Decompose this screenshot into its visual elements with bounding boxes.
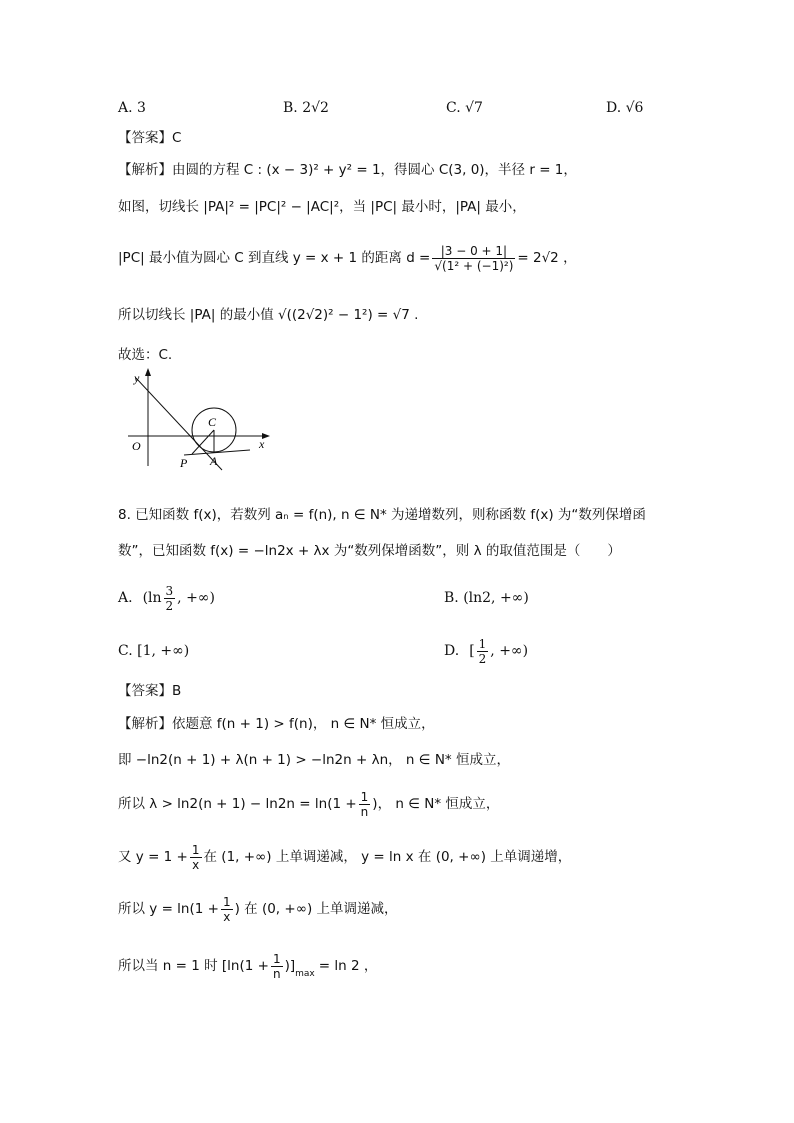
q8-line3-pre: 所以 λ > ln2(n + 1) − ln2n = ln(1 + — [118, 796, 357, 812]
q8-option-b: B. (ln2, +∞) — [444, 590, 529, 606]
q7-analysis-line2: 如图，切线长 |PA|² = |PC|² − |AC|²，当 |PC| 最小时，|PA| 最小， — [118, 199, 526, 215]
q8-line5-fraction — [221, 895, 233, 924]
q8-option-d-num: 1 — [478, 636, 487, 651]
q8-line6-fraction — [271, 952, 283, 981]
q8-answer: 【答案】B — [118, 683, 182, 699]
q8-option-a-post: , +∞) — [177, 590, 215, 606]
q7-fraction-numerator: |3 − 0 + 1| — [440, 243, 508, 258]
q7-fraction-denominator: √(1² + (−1)²) — [434, 258, 514, 273]
q8-stem-line1: 8. 已知函数 f(x)，若数列 aₙ = f(n), n ∈ N* 为递增数列，则称函数 f(x) 为“数列保增函 — [118, 507, 646, 523]
label-y: y — [134, 371, 140, 385]
q8-line5-num: 1 — [222, 894, 231, 909]
q8-line5-den: x — [221, 909, 233, 924]
q8-option-d-den: 2 — [478, 651, 487, 666]
q8-line6-den: n — [271, 966, 283, 981]
q8-analysis-line4 — [118, 836, 571, 878]
q8-analysis-line6 — [118, 944, 377, 988]
y-axis-arrow — [145, 368, 151, 376]
q7-analysis-line1: 【解析】由圆的方程 C : (x − 3)² + y² = 1，得圆心 C(3, 0)，半径 r = 1， — [118, 162, 577, 178]
q8-option-d-post: , +∞) — [490, 643, 529, 659]
q8-stem-line2: 数”，已知函数 f(x) = −ln2x + λx 为“数列保增函数”，则 λ 的取值范围是（ ） — [118, 543, 621, 559]
q8-option-d-fraction — [477, 637, 489, 666]
q8-line5-pre: 所以 y = ln(1 + — [118, 901, 219, 917]
q7-option-c: C. √7 — [446, 100, 483, 116]
q8-line6-end: = ln 2 ， — [318, 958, 378, 974]
q8-analysis-line2: 即 −ln2(n + 1) + λ(n + 1) > −ln2n + λn， n ∈ N* 恒成立， — [118, 752, 510, 768]
q8-option-a — [118, 578, 215, 618]
q7-distance-fraction — [432, 244, 515, 273]
q8-option-a-label: A. — [118, 590, 133, 606]
q8-line5-post: ) 在 (0, +∞) 上单调递减， — [234, 901, 398, 917]
q7-answer: 【答案】C — [118, 130, 182, 146]
q7-line3-post: = 2√2 ， — [517, 250, 577, 266]
q8-line6-post: )] — [284, 958, 296, 974]
label-o: O — [132, 439, 141, 453]
q8-option-d-label: D. — [444, 643, 460, 659]
geometry-figure — [118, 366, 288, 476]
q7-analysis-line3 — [118, 236, 577, 280]
q8-line4-fraction — [190, 843, 202, 872]
q8-line6-pre: 所以当 n = 1 时 [ln(1 + — [118, 958, 269, 974]
q8-analysis-line3 — [118, 783, 499, 825]
q8-line4-pre: 又 y = 1 + — [118, 849, 188, 865]
label-c: C — [208, 415, 217, 429]
q7-analysis-line5: 故选：C. — [118, 347, 173, 363]
q8-option-c: C. [1, +∞) — [118, 643, 190, 659]
q8-option-d: D. [ $\frac{1}{2}$ , +∞) — [444, 636, 529, 666]
q7-option-b: B. 2√2 — [283, 100, 329, 116]
q7-line3-pre: |PC| 最小值为圆心 C 到直线 y = x + 1 的距离 d = — [118, 250, 431, 266]
q7-option-a: A. 3 — [118, 100, 146, 116]
label-p: P — [180, 456, 188, 470]
q8-analysis-line1: 【解析】依题意 f(n + 1) > f(n)， n ∈ N* 恒成立， — [118, 716, 435, 732]
q8-line6-num: 1 — [272, 951, 281, 966]
q8-line6-sub: max — [295, 969, 315, 979]
q8-line4-post: 在 (1, +∞) 上单调递减， y = ln x 在 (0, +∞) 上单调递增， — [203, 849, 572, 865]
q7-analysis-line4: 所以切线长 |PA| 的最小值 √((2√2)² − 1²) = √7 . — [118, 307, 419, 323]
q8-option-a-num: 3 — [165, 583, 174, 598]
q8-line3-fraction — [359, 790, 371, 819]
q8-line4-den: x — [190, 857, 202, 872]
q8-line3-post: )， n ∈ N* 恒成立， — [372, 796, 500, 812]
label-x: x — [259, 437, 265, 451]
label-a: A — [210, 454, 218, 468]
q8-option-a-fraction — [164, 584, 176, 613]
q8-option-a-pre: (ln — [142, 590, 162, 606]
q8-line3-den: n — [359, 804, 371, 819]
q8-line3-num: 1 — [360, 789, 369, 804]
q8-option-a-den: 2 — [165, 598, 174, 613]
q7-option-d: D. √6 — [606, 100, 644, 116]
q8-line4-num: 1 — [191, 842, 200, 857]
q8-analysis-line5 — [118, 888, 398, 930]
